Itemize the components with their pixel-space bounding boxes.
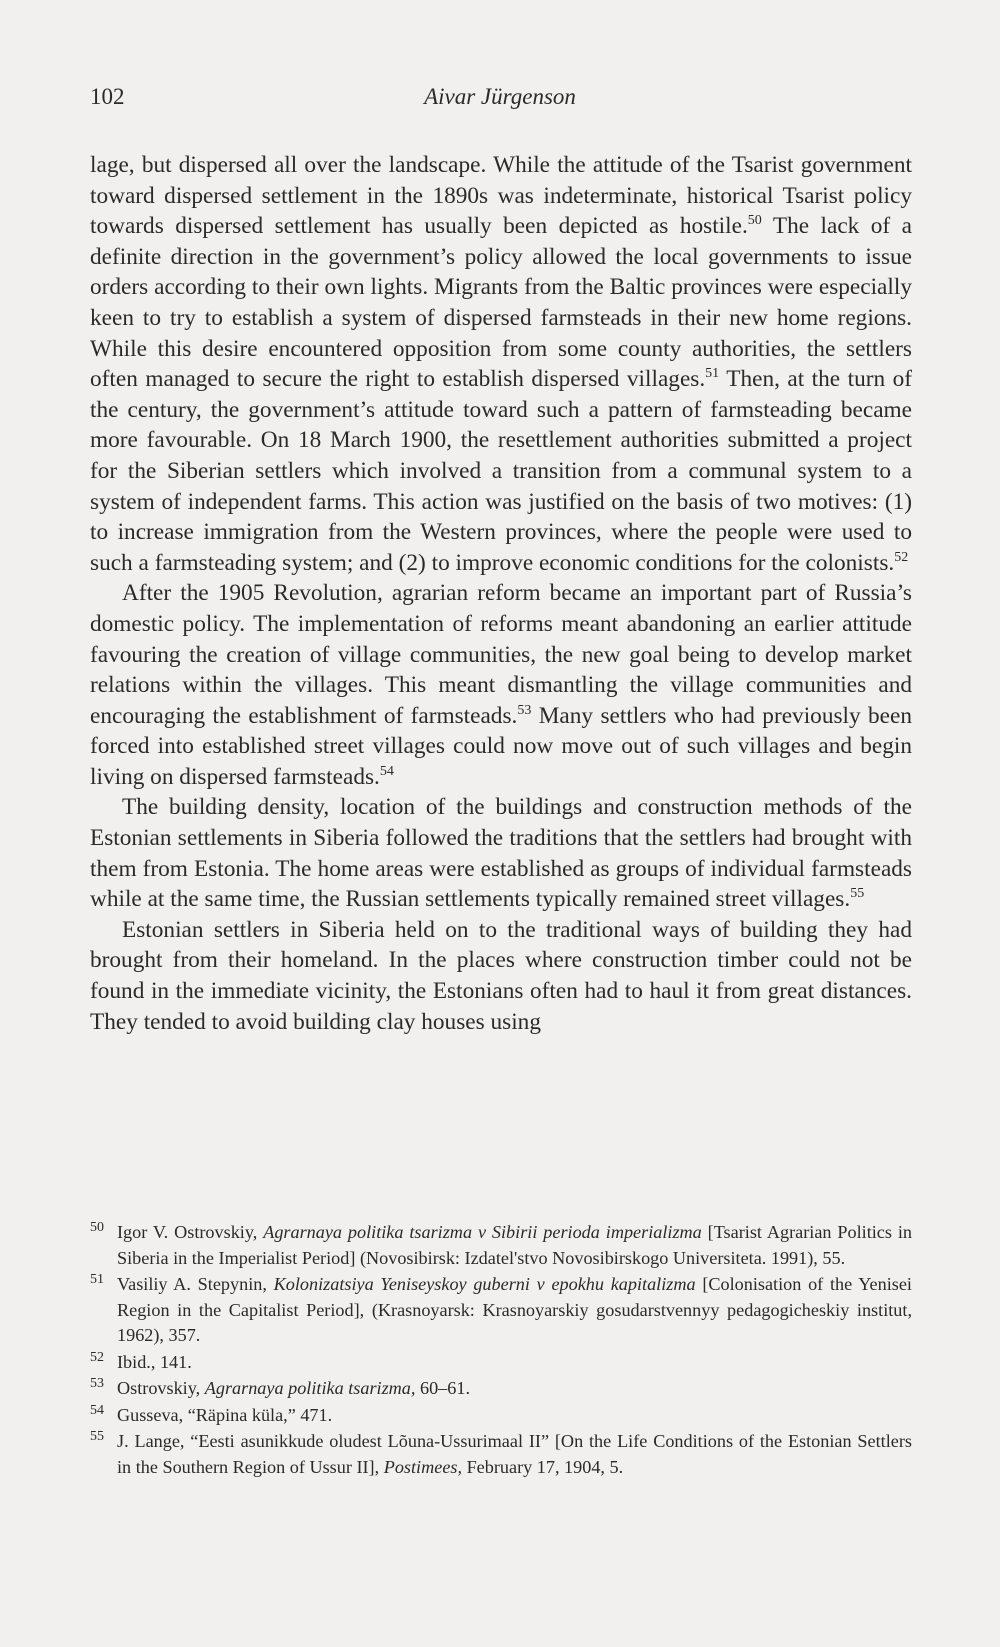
footnote-50 [90, 1220, 912, 1271]
footnote-ref-50[interactable]: 50 [747, 213, 762, 229]
text-span: Estonian settlers in Siberia held on to the traditional ways of building they had brought from their homeland. In the places where construction timber could not be found in the immediate vicinity, the Estonians often had to haul it from great distances. They tended to avoid building clay houses using [90, 916, 912, 1035]
paragraph-3 [90, 792, 912, 914]
footnote-number: 52 [90, 1349, 104, 1365]
footnote-title: Agrarnaya politika tsarizma v Sibirii perioda imperializma [263, 1222, 702, 1242]
footnote-number: 50 [90, 1220, 104, 1235]
footnote-54 [90, 1403, 912, 1429]
paragraph-2 [90, 578, 912, 792]
page-number: 102 [90, 84, 125, 109]
footnote-text: Ibid., 141. [117, 1351, 192, 1372]
paragraph-4 [90, 915, 912, 1037]
footnote-title: Agrarnaya politika tsarizma, [204, 1378, 416, 1398]
footnote-55 [90, 1429, 912, 1480]
text-span: After the 1905 Revolution, agrarian reform became an important part of Russia’s domestic policy. The implementation of reforms meant abandoning an earlier attitude favouring the creation of village communities, the new goal being to develop market relations within the villages. This meant dismantling the village communities and encouraging the establishment of farmsteads. [90, 580, 912, 729]
footnote-text: [Colonisation of the Yenisei Region in the Capitalist Period], (Krasnoyarsk: Krasnoyarskiy gosudarstvennyy pedagogicheskiy institut, 1962), 357. [117, 1274, 912, 1345]
footnote-text: J. Lange, “Eesti asunikkude oludest Lõuna-Ussurimaal II” [On the Life Conditions of the Estonian Settlers in the Southern Region of Ussur II], [117, 1431, 912, 1477]
footnote-ref-51[interactable]: 51 [705, 366, 720, 382]
footnotes [90, 1220, 912, 1481]
footnote-number: 55 [90, 1429, 104, 1444]
paragraph-1 [90, 150, 912, 578]
text-span: The building density, location of the buildings and construction methods of the Estonian settlements in Siberia followed the traditions that the settlers had brought with them from Estonia. The home areas were established as groups of individual farmsteads while at the same time, the Russian settlements typically remained street villages. [90, 794, 912, 913]
footnote-number: 51 [90, 1272, 104, 1287]
footnote-title: Postimees, [383, 1456, 463, 1477]
footnote-ref-53[interactable]: 53 [517, 702, 532, 718]
text-span: Then, at the turn of the century, the government’s attitude toward such a pattern of farmsteading became more favourable. On 18 March 1900, the resettlement authorities submitted a project for the Siberian settlers which involved a transition from a communal system to a system of independent farms. This action was justified on the basis of two motives: (1) to increase immigration from the Western provinces, where the people were used to such a farmsteading system; and (2) to improve economic conditions for the colonists. [90, 366, 912, 576]
footnote-ref-55[interactable]: 55 [850, 886, 865, 902]
body-text [90, 150, 912, 1037]
footnote-53 [90, 1376, 912, 1402]
footnote-title: Kolonizatsiya Yeniseyskoy guberni v epokhu kapitalizma [273, 1274, 696, 1294]
footnote-text: Igor V. Ostrovskiy, [117, 1222, 264, 1242]
text-span: The lack of a definite direction in the government’s policy allowed the local governments to issue orders according to their own lights. Migrants from the Baltic provinces were especially keen to try to establish a system of dispersed farmsteads in their new home regions. While this desire encountered opposition from some county authorities, the settlers often managed to secure the right to establish dispersed villages. [90, 213, 912, 393]
text-span: lage, but dispersed all over the landscape. While the attitude of the Tsarist government toward dispersed settlement in the 1890s was indeterminate, historical Tsarist policy towards dispersed settlement has usually been depicted as hostile. [90, 152, 912, 240]
footnote-text: 60–61. [415, 1378, 470, 1398]
footnote-text: Vasiliy A. Stepynin, [117, 1274, 274, 1294]
text-span: Many settlers who had previously been forced into established street villages could now move out of such villages and begin living on dispersed farmsteads. [90, 702, 912, 790]
footnote-text: [Tsarist Agrarian Politics in Siberia in the Imperialist Period] (Novosibirsk: Izdatel'stvo Novosibirskogo Universiteta. 1991), 55. [117, 1222, 913, 1268]
footnote-number: 54 [90, 1402, 104, 1418]
footnote-51 [90, 1272, 912, 1349]
footnote-text: Ostrovskiy, [117, 1378, 205, 1398]
footnote-52 [90, 1350, 912, 1376]
running-head: Aivar Jürgenson [424, 84, 576, 109]
page-header [90, 84, 910, 124]
footnote-text: Gusseva, “Räpina küla,” 471. [117, 1404, 333, 1425]
footnote-text: February 17, 1904, 5. [462, 1456, 624, 1477]
footnote-number: 53 [90, 1376, 104, 1391]
footnote-ref-52[interactable]: 52 [894, 549, 909, 565]
footnote-ref-54[interactable]: 54 [379, 764, 394, 780]
